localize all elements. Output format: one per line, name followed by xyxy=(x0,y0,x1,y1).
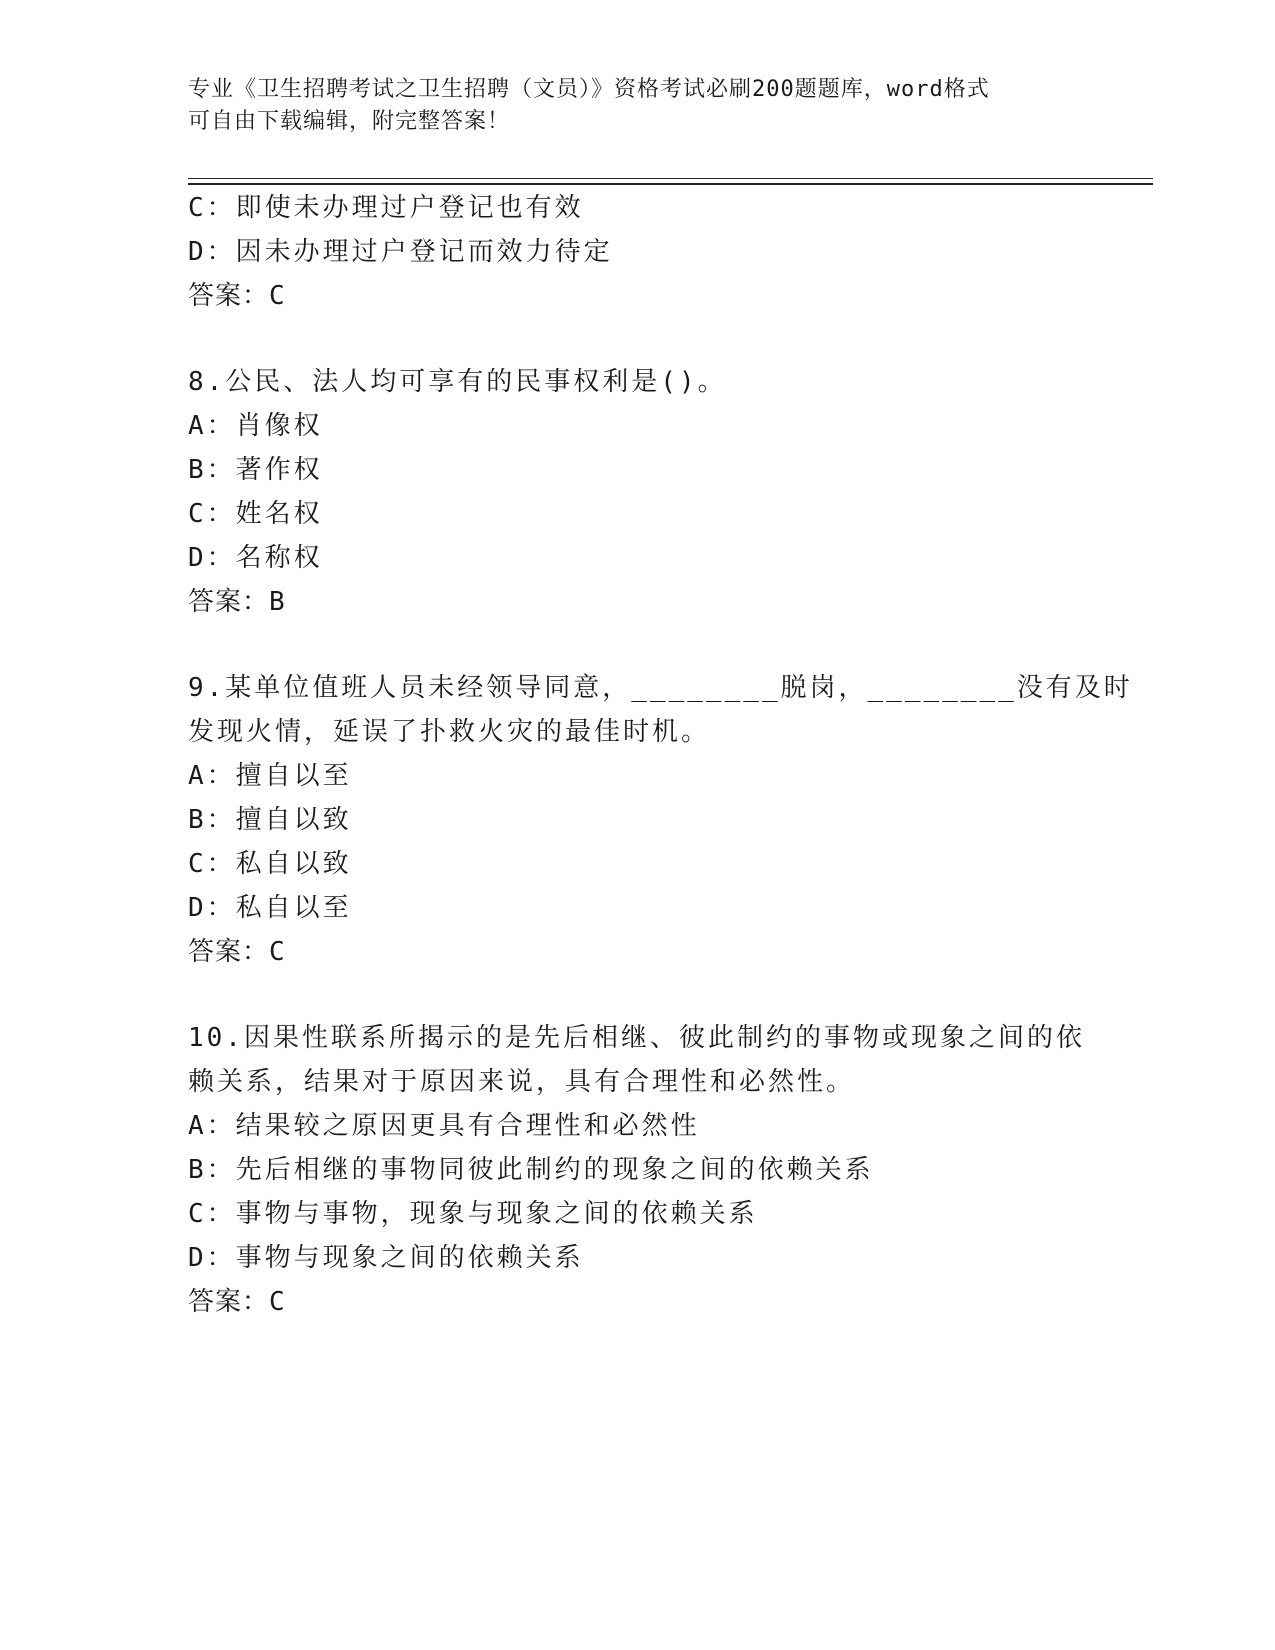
answer-value: B xyxy=(269,587,286,617)
q9-stem-line-1: 9.某单位值班人员未经领导同意，________脱岗，________没有及时 xyxy=(188,673,1133,703)
q10-option-c: C：事物与事物，现象与现象之间的依赖关系 xyxy=(188,1199,758,1229)
q9-option-a: A：擅自以至 xyxy=(188,761,352,791)
header-title-line-1: 专业《卫生招聘考试之卫生招聘（文员）》资格考试必刷200题题库，word格式 xyxy=(188,77,990,102)
answer-label: 答案： xyxy=(188,587,270,617)
q10-option-d: D：事物与现象之间的依赖关系 xyxy=(188,1243,584,1273)
answer-value: C xyxy=(269,281,286,311)
answer-value: C xyxy=(269,1287,286,1317)
q9-option-b: B：擅自以致 xyxy=(188,805,352,835)
prev-option-d: D：因未办理过户登记而效力待定 xyxy=(188,237,613,267)
header-title-line-2: 可自由下载编辑，附完整答案！ xyxy=(188,109,511,134)
q9-option-d: D：私自以至 xyxy=(188,893,352,923)
prev-answer xyxy=(188,278,286,314)
q8-option-d: D：名称权 xyxy=(188,543,323,573)
q10-option-a: A：结果较之原因更具有合理性和必然性 xyxy=(188,1111,700,1141)
q10-answer xyxy=(188,1284,286,1320)
answer-value: C xyxy=(269,937,286,967)
q9-answer xyxy=(188,934,286,970)
answer-label: 答案： xyxy=(188,1287,270,1317)
q9-option-c: C：私自以致 xyxy=(188,849,352,879)
prev-option-c: C：即使未办理过户登记也有效 xyxy=(188,193,584,223)
answer-label: 答案： xyxy=(188,281,270,311)
q8-stem: 8.公民、法人均可享有的民事权利是()。 xyxy=(188,367,727,397)
q9-stem-line-2: 发现火情，延误了扑救火灾的最佳时机。 xyxy=(188,717,711,747)
q10-stem-line-2: 赖关系，结果对于原因来说，具有合理性和必然性。 xyxy=(188,1067,856,1097)
document-header xyxy=(188,74,1088,138)
answer-label: 答案： xyxy=(188,937,270,967)
q8-option-a: A：肖像权 xyxy=(188,411,323,441)
q8-option-b: B：著作权 xyxy=(188,455,323,485)
q8-option-c: C：姓名权 xyxy=(188,499,323,529)
header-divider-thick xyxy=(188,183,1153,185)
q10-option-b: B：先后相继的事物同彼此制约的现象之间的依赖关系 xyxy=(188,1155,874,1185)
header-divider-thin xyxy=(188,178,1153,179)
q8-answer xyxy=(188,584,286,620)
q10-stem-line-1: 10.因果性联系所揭示的是先后相继、彼此制约的事物或现象之间的依 xyxy=(188,1023,1085,1053)
